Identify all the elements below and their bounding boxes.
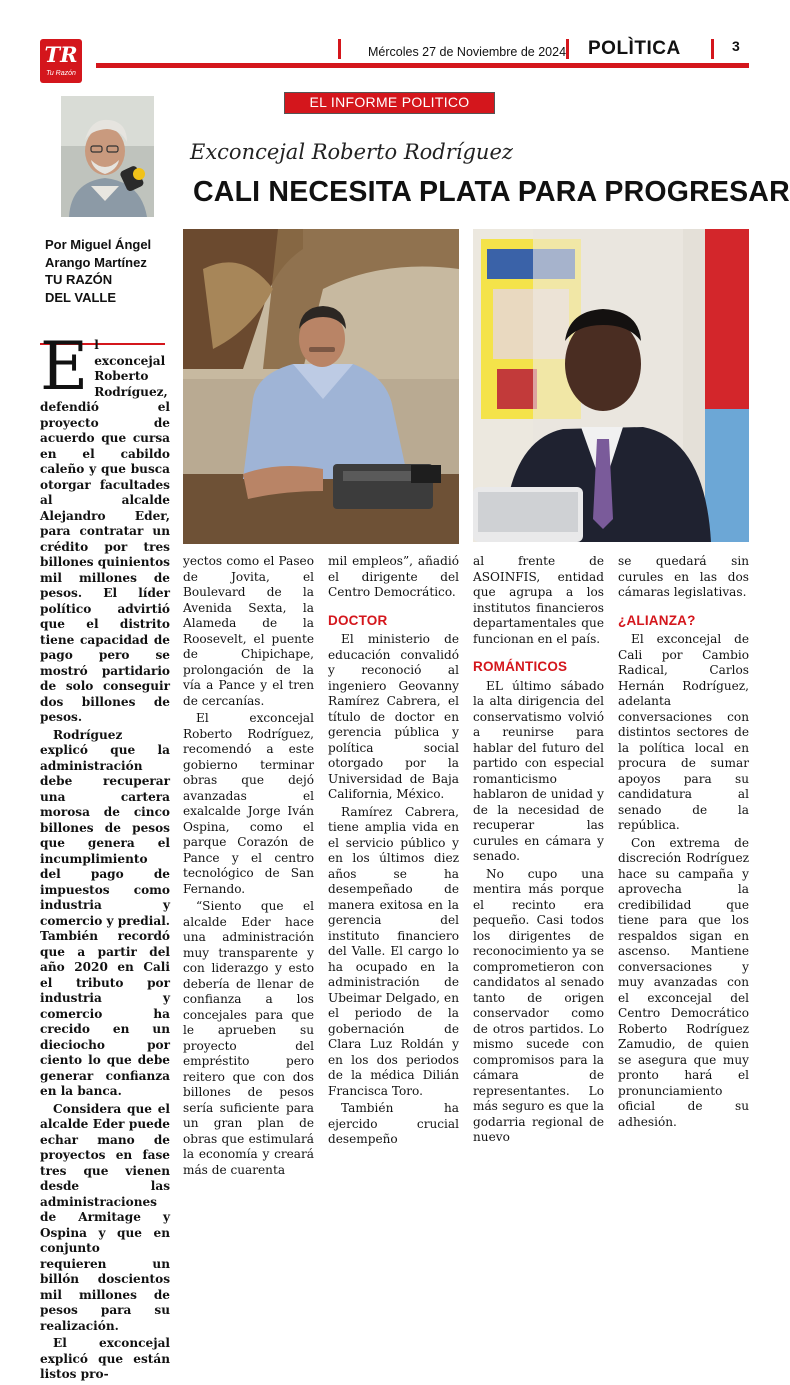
paragraph: El ministerio de educación convalidó y reconoció al ingeniero Geovanny Ramírez Cabrera, el título de doctor en gerencia pública y política social otorgado por la Universidad de Baja California, México. <box>328 632 459 801</box>
paragraph: Ramírez Cabrera, tiene amplia vida en el servicio público y en los últimos diez años se ha desempeñado de manera exitosa en la gerencia del instituto financiero del Valle. El cargo lo ha ocupado en la administración de Ubeimar Delgado, en el periodo de la gobernación de Clara Luz Roldán y en los dos periodos de la médica Dilián Francisca Toro. <box>328 804 459 1098</box>
kicker-label: EL INFORME POLITICO <box>309 94 470 110</box>
paragraph: El exconcejal explicó que están listos pro- <box>40 1336 170 1381</box>
section-heading-romanticos: ROMÁNTICOS <box>473 659 568 674</box>
article-column-3 <box>328 554 459 1150</box>
section-heading-alianza: ¿ALIANZA? <box>618 612 696 628</box>
paragraph: Con extrema de discreción Rodríguez hace su campaña y aprovecha la credibilidad que tiene para que los respaldos sigan en ascenso. Mantiene conversaciones y muy avanzadas con el exconcejal del Centro Democrático Roberto Rodríguez Zamudio, de quien se asegura que muy pronto hará el pronunciamiento oficial de su adhesión. <box>618 835 749 1129</box>
byline-line: TU RAZÓN <box>45 272 113 287</box>
paragraph: Considera que el alcalde Eder puede echar mano de proyectos en fase tres que vienen desde las administraciones de Armitage y Ospina y que en conjunto requieren un billón doscientos mil millones de pesos para su realización. <box>40 1101 170 1333</box>
drop-cap: E <box>40 328 89 405</box>
paragraph: al frente de ASOINFIS, entidad que agrupa a los institutos financieros departamentales que funcionan en el país. <box>473 554 604 646</box>
byline-line: DEL VALLE <box>45 289 117 305</box>
header-divider <box>338 39 341 59</box>
article-subtitle: Exconcejal Roberto Rodríguez <box>190 140 513 164</box>
header-rule <box>96 63 749 68</box>
byline-line: Por Miguel Ángel <box>45 237 152 252</box>
newspaper-logo[interactable] <box>40 39 82 83</box>
paragraph: mil empleos”, añadió el dirigente del Centro Democrático. <box>328 554 459 599</box>
article-headline: CALI NECESITA PLATA PARA PROGRESAR <box>193 176 790 208</box>
logo-tagline: Tu Razón <box>46 70 76 77</box>
page-number: 3 <box>732 38 740 54</box>
paragraph: El exconcejal de Cali por Cambio Radical, Carlos Hernán Rodríguez, adelanta conversaciones con distintos sectores de la política local en procura de sumar apoyos para su candidatura al senado de la república. <box>618 632 749 832</box>
paragraph: “Siento que el alcalde Eder hace una administración muy transparente y con liderazgo y esto debería de llenar de confianza a los concejales para que le aprueben su proyecto del empréstito pero reitero que con dos billones de pesos sería suficiente para un gran plan de obras que estimulará la economía y creará más de cuarenta <box>183 899 314 1177</box>
article-column-2 <box>183 554 314 1180</box>
photo-roberto-rodriguez <box>183 229 459 544</box>
byline-line: Arango Martínez <box>45 254 147 270</box>
byline <box>45 236 151 306</box>
article-column-4 <box>473 554 604 1148</box>
paragraph: No cupo una mentira más porque el recinto era pequeño. Casi todos los dirigentes de reconocimiento ya se comprometieron con candidatos al senado tanto de origen conservador como de otros partidos. Lo mismo sucede con compromisos para la cámara de representantes. Lo más seguro es que la godarria regional de nuevo <box>473 866 604 1144</box>
photo-geovanny-ramirez <box>473 229 749 542</box>
paragraph: El exconcejal Roberto Rodríguez, recomendó a este gobierno terminar obras que dejó avanzadas el exalcalde Jorge Iván Ospina, como el parque Corazón de Pance y el centro tecnológico de San Fernando. <box>183 711 314 896</box>
header-divider <box>566 39 569 59</box>
header-divider <box>711 39 714 59</box>
paragraph: se quedará sin curules en las dos cámaras legislativas. <box>618 554 749 599</box>
article-column-5 <box>618 554 749 1132</box>
issue-date: Mércoles 27 de Noviembre de 2024 <box>368 45 567 59</box>
paragraph: EL último sábado la alta dirigencia del conservatismo volvió a reunirse para hablar del futuro del partido con especial romanticismo hablaron de unidad y de la necesidad de recuperar las curules en cámara y senado. <box>473 678 604 863</box>
article-column-1 <box>40 328 170 1385</box>
author-photo <box>61 96 154 217</box>
section-heading-doctor: DOCTOR <box>328 612 388 628</box>
paragraph: yectos como el Paseo de Jovita, el Boulevard de la Avenida Sexta, la Alameda de la Roosevelt, el puente de Chipichape, prolongación de la vía a Pance y el tren de cercanías. <box>183 554 314 708</box>
paragraph: l exconcejal Roberto Rodríguez, defendió el proyecto de acuerdo que cursa en el cabildo caleño y que busca otorgar facultades al alcalde Alejandro Eder, para contratar un crédito por tres billones quinientos mil millones de pesos. El líder político advirtió que el distrito tiene capacidad de pago pero se mostró partidario de solo conseguir dos billones de pesos. <box>40 338 170 724</box>
logo-letters: TR <box>44 42 78 67</box>
column-kicker <box>284 92 495 114</box>
paragraph: Rodríguez explicó que la administración debe recuperar una cartera morosa de cinco billones de pesos que genera el incumplimiento del pago de impuestos como industria y comercio y predial. También recordó que a partir del año 2020 en Cali el tributo por industria y comercio ha crecido en un dieciocho por ciento lo que debe generar confianza en la banca. <box>40 727 170 1098</box>
section-title: POLÌTICA <box>588 38 681 59</box>
paragraph: También ha ejercido crucial desempeño <box>328 1101 459 1146</box>
